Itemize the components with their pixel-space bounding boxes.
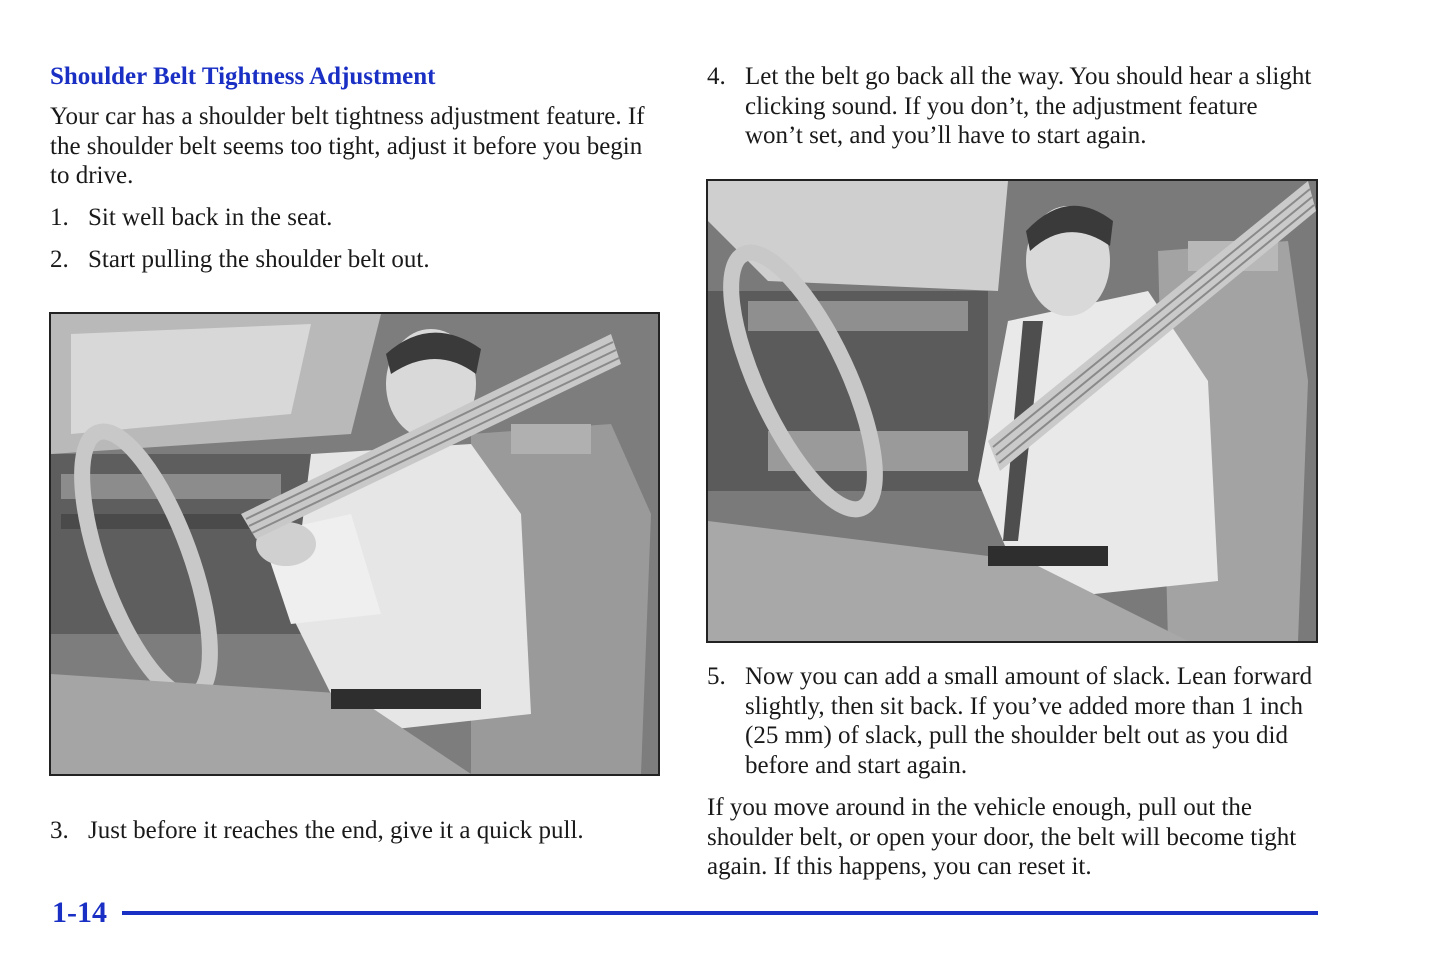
- step-text: Start pulling the shoulder belt out.: [88, 246, 430, 273]
- step-text: Let the belt go back all the way. You should hear a slight clicking sound. If you don’t, the adjustment feature won’t set, and you’ll have to start again.: [745, 63, 1312, 149]
- step-number: 5.: [707, 663, 726, 690]
- step-3: [50, 816, 670, 846]
- step-number: 4.: [707, 63, 726, 90]
- illustration-drawing: [708, 181, 1316, 641]
- step-number: 2.: [50, 246, 69, 273]
- right-column: [707, 62, 1319, 164]
- step-text: Now you can add a small amount of slack. Lean forward slightly, then sit back. If you’ve added more than 1 inch (25 mm) of slack, pull the shoulder belt out as you did before and start again.: [745, 663, 1313, 779]
- step-text: Just before it reaches the end, give it a quick pull.: [88, 817, 584, 844]
- step-4: [707, 62, 1319, 151]
- illustration-belt-retracting: [706, 179, 1318, 643]
- step-2: [50, 245, 662, 275]
- page-number: 1-14: [52, 896, 107, 929]
- footer-rule: [122, 911, 1318, 915]
- closing-paragraph: If you move around in the vehicle enough, pull out the shoulder belt, or open your door, the belt will become tight again. If this happens, you can reset it.: [707, 794, 1297, 880]
- step-number: 1.: [50, 203, 69, 231]
- step-text: Sit well back in the seat.: [88, 203, 333, 231]
- step-number: 3.: [50, 817, 69, 844]
- step-5: [707, 662, 1319, 780]
- intro-paragraph: Your car has a shoulder belt tightness adjustment feature. If the shoulder belt seems too tight, adjust it before you begin to drive.: [50, 103, 645, 189]
- step-1: [50, 203, 662, 233]
- illustration-pulling-belt: [49, 312, 660, 776]
- left-column: [50, 62, 662, 288]
- section-heading: Shoulder Belt Tightness Adjustment: [50, 63, 436, 90]
- illustration-drawing: [51, 314, 658, 774]
